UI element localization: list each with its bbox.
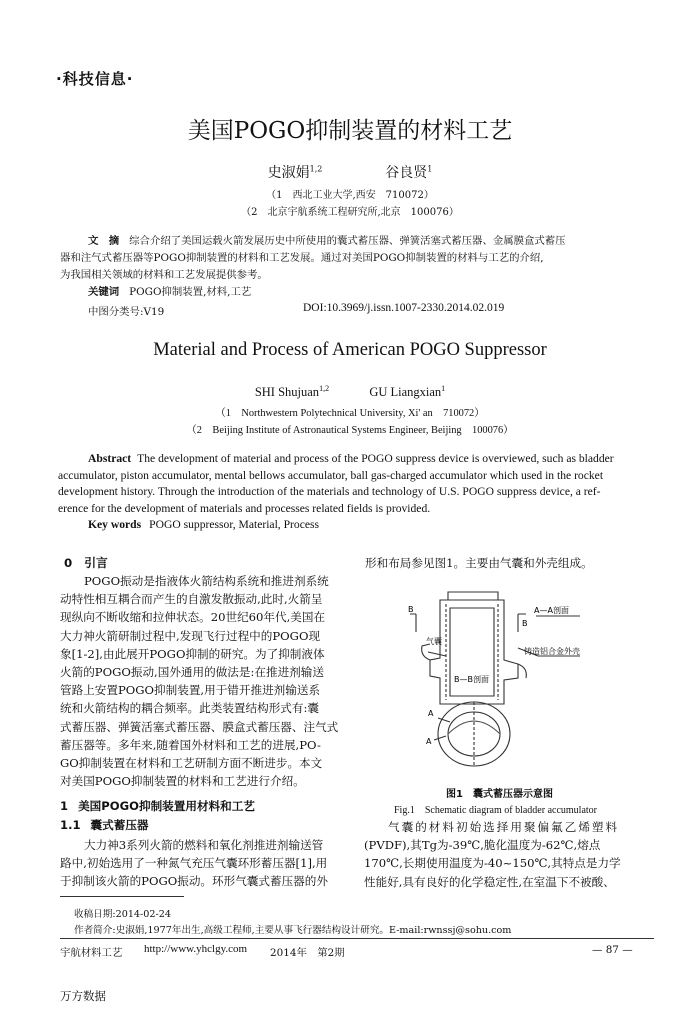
page-title-cn: 美国POGO抑制装置的材料工艺	[187, 118, 513, 144]
authors-en	[0, 384, 700, 400]
section-0-title: 引言	[84, 556, 108, 570]
section-1-1-num: 1.1	[60, 818, 81, 832]
figure-label-bladder: 气囊	[426, 637, 442, 646]
figure-label-a2: A	[426, 737, 432, 746]
paragraph-line: 象[1-2],由此展开POGO抑制的研究。为了抑制液体	[60, 646, 325, 661]
paragraph-line: 管路上安置POGO抑制装置,用于错开推进剂输送系	[60, 683, 321, 698]
paragraph-line: 蓄压器等。多年来,随着国外材料和工艺的进展,PO-	[60, 737, 321, 752]
authors-cn	[0, 162, 700, 182]
figure-caption-en: Fig.1 Schematic diagram of bladder accumulator	[394, 805, 597, 816]
affiliation-en-2: （2 Beijing Institute of Astronautical Systems Engineer, Beijing 100076）	[186, 425, 514, 436]
footer-rule	[60, 938, 654, 939]
paragraph-line: 气囊的材料初始选择用聚偏氟乙烯塑料	[388, 820, 620, 834]
keywords-cn-label: 关键词	[88, 286, 120, 298]
footer-journal: 宇航材料工艺	[60, 947, 123, 959]
keywords-cn: POGO抑制装置,材料,工艺	[129, 286, 252, 298]
paragraph-line: 式蓄压器、弹簧活塞式蓄压器、膜盒式蓄压器、注气式	[60, 719, 339, 734]
paragraph-line: 动特性相互耦合而产生的自激发散振动,此时,火箭呈	[60, 592, 323, 607]
section-0-body	[60, 572, 350, 790]
right-body	[364, 818, 654, 891]
section-1-heading	[60, 798, 255, 814]
paragraph-line: 路中,初始选用了一种氮气充压气囊环形蓄压器[1],用	[60, 856, 328, 871]
abstract-cn-line: 综合介绍了美国运载火箭发展历史中所使用的囊式蓄压器、弹簧活塞式蓄压器、金属膜盒式蓄压	[129, 235, 566, 247]
author-2: 谷良贤	[385, 165, 428, 181]
paragraph-line: 大力神3系列火箭的燃料和氧化剂推进剂输送管	[84, 838, 324, 852]
figure-label-b-top: B	[408, 605, 414, 614]
figure-label-aa: A—A剖面	[534, 606, 569, 615]
right-intro-line: 形和布局参见图1。主要由气囊和外壳组成。	[365, 556, 593, 570]
author-1: 史淑娟	[267, 165, 310, 181]
section-1-1-body	[60, 836, 350, 891]
watermark: 万方数据	[60, 989, 106, 1003]
author-en-1: SHI Shujuan	[254, 385, 320, 400]
footer-url[interactable]: http://www.yhclgy.com	[144, 943, 248, 955]
column-tag: ·科技信息·	[56, 70, 134, 88]
abstract-en-line: development history. Through the introduction of the materials and technology of U.S. POGO suppress device, a ref-	[58, 485, 601, 499]
figure-label-b-right: B	[522, 619, 528, 628]
section-1-1-heading	[60, 817, 149, 833]
paragraph-line: 大力神火箭研制过程中,发现飞行过程中的POGO现	[60, 628, 321, 643]
paragraph-line: 对美国POGO抑制装置的材料和工艺进行介绍。	[60, 774, 305, 789]
author-en-1-sup: 1,2	[319, 384, 330, 393]
paragraph-line: POGO振动是指液体火箭结构系统和推进剂系统	[84, 574, 329, 588]
author-en-2-sup: 1	[441, 384, 446, 393]
page-title-en: Material and Process of American POGO Suppressor	[153, 340, 547, 360]
section-1-num: 1	[60, 799, 69, 813]
keywords-en: POGO suppressor, Material, Process	[149, 518, 320, 532]
section-0-num: 0	[64, 556, 73, 570]
paragraph-line: 170℃,长期使用温度为-40~150℃,其特点是力学	[364, 856, 621, 871]
author-1-sup: 1,2	[309, 164, 323, 174]
abstract-en-line: erence for the development of materials and processes related fields is provided.	[58, 501, 431, 515]
keywords-en-label: Key words	[88, 518, 142, 532]
paragraph-line: 现纵向不断收缩和拉伸状态。20世纪60年代,美国在	[60, 610, 326, 625]
abstract-en	[58, 451, 658, 534]
affiliation-cn-2: （2 北京宇航系统工程研究所,北京 100076）	[241, 207, 459, 218]
abstract-cn-line: 为我国相关领域的材料和工艺发展提供参考。	[60, 269, 268, 281]
affiliation-cn-1: （1 西北工业大学,西安 710072）	[266, 190, 434, 201]
classification-label: 中图分类号:	[88, 306, 144, 318]
abstract-cn-label: 文 摘	[88, 235, 120, 247]
footer-issue: 2014年 第2期	[270, 947, 345, 959]
paragraph-line: 火箭的POGO振动,国外通用的做法是:在推进剂输送	[60, 665, 324, 680]
paragraph-line: 于抑制该火箭的POGO振动。环形气囊式蓄压器的外	[60, 874, 328, 889]
paragraph-line: 统和火箭结构的耦合频率。此类装置结构形式有:囊	[60, 701, 319, 716]
figure-label-bb: B—B剖面	[454, 675, 489, 684]
page-number: — 87 —	[592, 944, 633, 956]
doi: DOI:10.3969/j.issn.1007-2330.2014.02.019	[303, 302, 505, 314]
paragraph-line: 性能好,具有良好的化学稳定性,在室温下不被酸、	[364, 874, 615, 889]
abstract-en-line: accumulator, piston accumulator, mental bellows accumulator, ball gas-charged accumulator which used in the rocket	[58, 468, 604, 482]
section-0-heading	[64, 554, 108, 571]
abstract-cn	[60, 233, 650, 301]
footnote-rule	[60, 896, 184, 897]
classification	[88, 303, 164, 318]
author-2-sup: 1	[427, 164, 433, 174]
affiliation-en-1: （1 Northwestern Polytechnical University, Xi' an 710072）	[215, 408, 485, 419]
paragraph-line: (PVDF),其Tg为-39℃,脆化温度为-62℃,熔点	[364, 838, 601, 853]
section-1-title: 美国POGO抑制装置用材料和工艺	[78, 799, 255, 813]
paragraph-line: GO抑制装置在材料和工艺研制方面不断进步。本文	[60, 756, 323, 771]
footnote-author-bio: 作者简介:史淑娟,1977年出生,高级工程师,主要从事飞行器结构设计研究。E-mail:rwnssj@sohu.com	[74, 925, 512, 936]
abstract-cn-line: 器和注气式蓄压器等POGO抑制装置的材料和工艺发展。通过对美国POGO抑制装置的材料与工艺的介绍,	[60, 252, 544, 264]
author-en-2: GU Liangxian	[369, 385, 442, 400]
figure-caption-cn: 图1 囊式蓄压器示意图	[446, 789, 553, 800]
bladder-accumulator-figure	[400, 586, 610, 778]
footnote-received: 收稿日期:2014-02-24	[74, 909, 171, 920]
section-1-1-title: 囊式蓄压器	[90, 818, 149, 832]
figure-label-shell: 铸造铝合金外壳	[524, 647, 580, 656]
figure-label-a1: A	[428, 709, 434, 718]
classification-value: V19	[143, 306, 165, 318]
abstract-en-line: The development of material and process of the POGO suppress device is overviewed, such as bladder	[137, 452, 614, 465]
abstract-en-label: Abstract	[88, 452, 132, 465]
